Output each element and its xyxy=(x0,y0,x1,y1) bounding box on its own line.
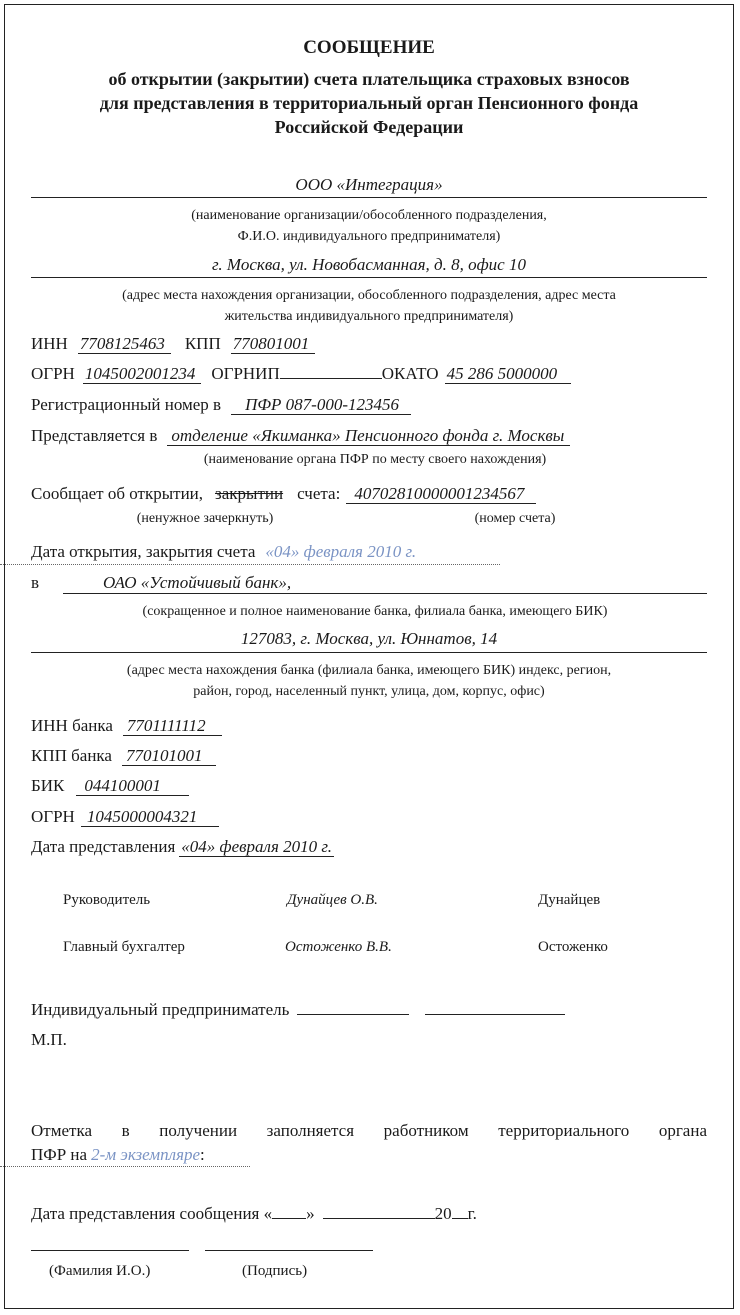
org-ogrnip-blank xyxy=(280,364,382,379)
org-inn-value: 7708125463 xyxy=(78,334,171,354)
bank-submit-date-row xyxy=(31,837,334,857)
org-name-line xyxy=(31,197,707,198)
bank-bik-label: БИК xyxy=(31,776,65,795)
bank-inn-label: ИНН банка xyxy=(31,716,113,735)
director-label: Руководитель xyxy=(63,892,151,908)
account-date-value: «04» февраля 2010 г. xyxy=(265,542,417,561)
bank-ogrn-label: ОГРН xyxy=(31,807,75,826)
bank-bik-value: 044100001 xyxy=(76,776,189,796)
org-address-hint-line2: жительства индивидуального предпринимателя) xyxy=(224,309,514,324)
org-submitted-row xyxy=(31,426,570,446)
org-name-hint-line1: (наименование организации/обособленного подразделения, xyxy=(191,208,547,223)
accountant-label: Главный бухгалтер xyxy=(63,939,185,955)
org-inn-label: ИНН xyxy=(31,334,68,353)
org-okato-label: ОКАТО xyxy=(381,364,439,383)
bank-bik-row xyxy=(31,776,189,796)
director-signature: Дунайцев xyxy=(538,892,601,908)
receipt-sign-blank xyxy=(205,1236,373,1251)
org-ogrnip-label: ОГРНИП xyxy=(211,364,280,383)
entrepreneur-sign-blank xyxy=(425,1000,565,1015)
org-address-value: г. Москва, ул. Новобасманная, д. 8, офис 10 xyxy=(212,255,526,274)
account-number-hint: (номер счета) xyxy=(474,511,556,526)
bank-name-hint: (сокращенное и полное наименование банка, филиала банка, имеющего БИК) xyxy=(142,604,608,619)
entrepreneur-name-blank xyxy=(297,1000,409,1015)
accountant-signature: Остоженко xyxy=(538,939,608,955)
bank-ogrn-value: 1045000004321 xyxy=(81,807,220,827)
org-okato-value: 45 286 5000000 xyxy=(445,364,572,384)
org-name-value: ООО «Интеграция» xyxy=(295,175,443,194)
org-inn-kpp-row xyxy=(31,334,315,354)
account-date-dotline xyxy=(0,564,500,565)
org-reg-row xyxy=(31,395,411,415)
bank-address-line xyxy=(31,652,707,653)
receipt-date-label: Дата представления сообщения « xyxy=(31,1204,273,1223)
receipt-day-blank xyxy=(272,1204,306,1219)
stamp-label: М.П. xyxy=(31,1030,67,1049)
document-subtitle-line3: Российской Федерации xyxy=(274,117,464,137)
accountant-name: Остоженко В.В. xyxy=(285,939,392,955)
bank-ogrn-row xyxy=(31,807,219,827)
receipt-note-suffix: : xyxy=(200,1145,205,1164)
receipt-month-blank xyxy=(323,1204,435,1219)
bank-submit-date-label: Дата представления xyxy=(31,837,176,856)
bank-kpp-row xyxy=(31,746,216,766)
entrepreneur-label: Индивидуальный предприниматель xyxy=(31,1000,290,1019)
document-subtitle-line2: для представления в территориальный орган Пенсионного фонда xyxy=(99,93,639,113)
account-date-label: Дата открытия, закрытия счета xyxy=(31,542,256,561)
bank-kpp-value: 770101001 xyxy=(122,746,217,766)
account-strike-hint: (ненужное зачеркнуть) xyxy=(136,511,274,526)
org-submitted-value: отделение «Якиманка» Пенсионного фонда г. Москвы xyxy=(167,426,570,446)
bank-name-value: ОАО «Устойчивый банк», xyxy=(103,573,292,592)
account-closing-struck: закрытии xyxy=(215,484,284,503)
account-number-label: счета: xyxy=(297,484,341,503)
bank-inn-row xyxy=(31,716,222,736)
org-kpp-value: 770801001 xyxy=(231,334,316,354)
account-date-row xyxy=(31,542,416,562)
director-name: Дунайцев О.В. xyxy=(287,892,378,908)
org-name-hint-line2: Ф.И.О. индивидуального предпринимателя) xyxy=(237,229,501,244)
bank-address-hint-line2: район, город, населенный пункт, улица, дом, корпус, офис) xyxy=(193,684,545,699)
org-ogrn-row xyxy=(31,364,571,384)
org-reg-label: Регистрационный номер в xyxy=(31,395,222,414)
bank-name-line xyxy=(63,593,707,594)
receipt-year-suffix: г. xyxy=(467,1204,477,1223)
document-subtitle-line1: об открытии (закрытии) счета плательщика страховых взносов xyxy=(108,69,630,89)
bank-kpp-label: КПП банка xyxy=(31,746,112,765)
bank-address-value: 127083, г. Москва, ул. Юннатов, 14 xyxy=(240,629,498,648)
receipt-note-dotline xyxy=(0,1166,250,1167)
receipt-note-line2 xyxy=(31,1145,205,1165)
receipt-sign-hint: (Подпись) xyxy=(242,1263,308,1279)
receipt-year-blank xyxy=(452,1204,468,1219)
org-address-hint-line1: (адрес места нахождения организации, обособленного подразделения, адрес места xyxy=(122,288,616,303)
account-number-value: 40702810000001234567 xyxy=(346,484,536,504)
entrepreneur-row xyxy=(31,1000,565,1020)
bank-submit-date-value: «04» февраля 2010 г. xyxy=(181,837,332,856)
receipt-fio-hint: (Фамилия И.О.) xyxy=(49,1263,151,1279)
receipt-date-row xyxy=(31,1204,477,1224)
org-submitted-hint: (наименование органа ПФР по месту своего нахождения) xyxy=(203,452,547,467)
receipt-note-prefix: ПФР на xyxy=(31,1145,88,1164)
document-title: СООБЩЕНИЕ xyxy=(303,37,435,58)
account-reports-label: Сообщает об открытии, xyxy=(31,484,204,503)
receipt-date-quote-close: » xyxy=(306,1204,315,1223)
receipt-note-line1: Отметка в получении заполняется работником территориального органа xyxy=(31,1121,707,1140)
org-ogrn-label: ОГРН xyxy=(31,364,75,383)
document-page xyxy=(4,4,734,1309)
receipt-fio-blank xyxy=(31,1236,189,1251)
org-ogrn-value: 1045002001234 xyxy=(83,364,202,384)
bank-address-hint-line1: (адрес места нахождения банка (филиала банка, имеющего БИК) индекс, регион, xyxy=(126,663,612,678)
account-row xyxy=(31,484,536,504)
org-address-line xyxy=(31,277,707,278)
org-reg-value: ПФР 087-000-123456 xyxy=(231,395,411,415)
receipt-year-prefix: 20 xyxy=(434,1204,452,1223)
org-submitted-label: Представляется в xyxy=(31,426,158,445)
receipt-sign-row xyxy=(31,1236,373,1256)
org-kpp-label: КПП xyxy=(184,334,221,353)
bank-in-label: в xyxy=(31,573,40,592)
bank-inn-value: 7701111112 xyxy=(123,716,222,736)
receipt-note-copy: 2-м экземпляре xyxy=(91,1145,201,1164)
